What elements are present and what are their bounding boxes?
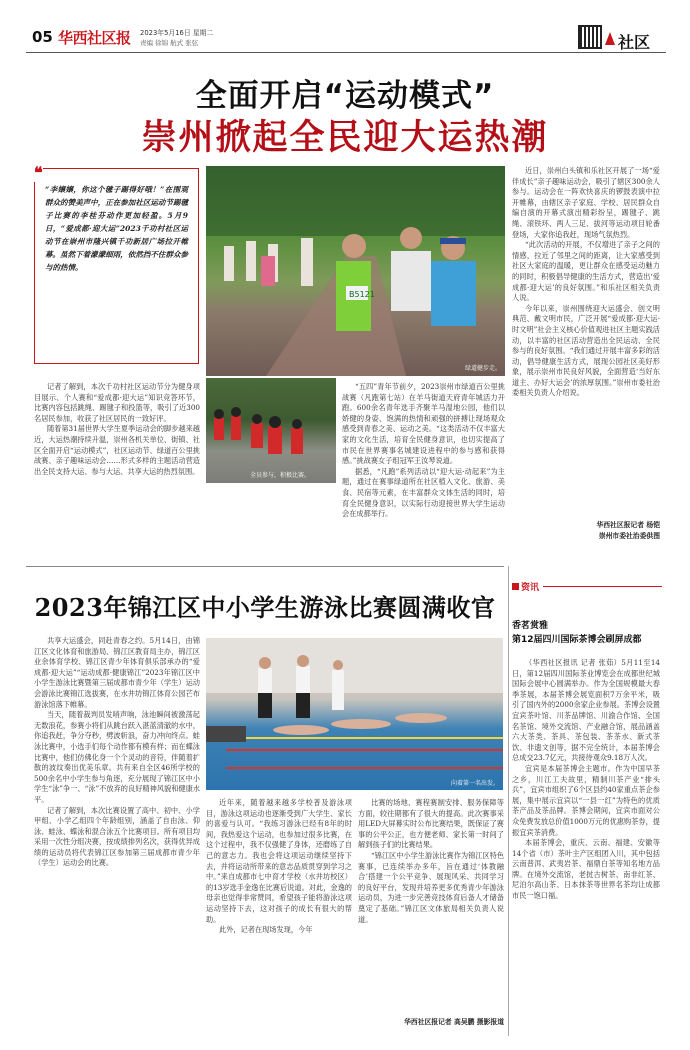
running-photo: [206, 166, 505, 376]
article2-column-1: [34, 636, 200, 1034]
qr-code-icon: [578, 25, 602, 49]
header-rule: [26, 52, 666, 53]
article1-col3-para-1: 近日，崇州白头镇和乐社区开展了一场“爱伴成长”亲子趣味运动会，吸引了辖区300余人参与。运动会在一阵欢快喜庆的锣鼓表演中拉开帷幕，由辖区亲子家庭、学校、居民群众自编自演的开幕式演出精彩纷呈，踢毽子、跳绳、滚铁环、两人三足、拔河等运动项目轮番登场，大家你追我赶，现场气氛热烈。: [512, 166, 660, 239]
sidebar-label: [512, 580, 543, 593]
article2-col3-para-2: “锦江区中小学生游泳比赛作为锦江区特色赛事，已连续举办多年，旨在通过‘体教融合’搭建一个公平竞争、展现风采、共同学习的良好平台，发现并培养更多优秀青少年游泳运动员，为进一步完善竞技体育后备人才储备奠定了基础。”锦江区文体旅局相关负责人说道。: [358, 850, 504, 924]
newspaper-logo-icon: [604, 30, 616, 46]
kids-photo-caption: 全员参与，积极比赛。: [250, 472, 311, 479]
race-bib-number: B5121: [349, 290, 375, 299]
sidebar-para-2: 宜宾是本届茶博会主题市。作为中国早茶之乡，川江工夫故里，精制川茶产业“排头兵”，宜宾市组织了6个区县约40家重点茶企参展，集中展示宜宾以“一县一红”为特色的优质茶产品及茶品牌。茶博会期间，宜宾市面对公众免费发放总价值1000万元的优惠购茶券，提振宜宾茶消费。: [512, 763, 660, 837]
article2-col1-para-3: 记者了解到，本次比赛设置了高中、初中、小学甲组、小学乙组四个年龄组别，涵盖了自由泳、仰泳、蛙泳、蝶泳和混合泳五个比赛项目。所有项目均采用一次性分组决赛，按成绩排列名次，获得优异成绩的运动员将代表锦江区参加第三届成都市青少年（学生）运动会的比赛。: [34, 805, 200, 868]
article1-kicker: 全面开启“运动模式”: [195, 78, 495, 114]
editor-line: 责编 徐锦 航式 张弦: [140, 39, 199, 47]
article2-col3-para-1: 比赛的场地、赛程赛制安排、服务保障等方面，较往期都有了很大的提高。此次赛事采用LED大屏幕实时公布比赛结果，既保证了赛事的公平公正，也方便老师、家长第一时间了解到孩子们的比赛结果。: [358, 798, 504, 850]
article1-col3-para-2: “此次活动的开展，不仅增进了亲子之间的情感，拉近了邻里之间的距离，让大家感受到社区大家庭的温暖，更让群众在感受运动魅力的同时，积极倡导健康的生活方式，营造出‘爱成都·迎大运’的良好氛围。”和乐社区相关负责人说。: [512, 240, 660, 303]
article2-col2-para-2: 此外，记者在现场发现，今年: [218, 925, 313, 935]
article1-column-1: [34, 382, 200, 558]
article2-col1-para-2: 当天，随着裁判员发哨声响，泳池瞬间被激荡起无数浪花，参赛小将们从跳台跃入湛蓝清澈的水中，你追我赶，争分夺秒，劈波斩浪，奋力冲向终点。蛙泳比赛中，小选手们每个动作都有模有样；而在蝶泳比赛中，他们仿佛化身一个个灵动的音符，伴随着扩散的波纹奏出优美乐章。共有来自全区46所学校的500余名中小学生参与角逐，充分展现了锦江区中小学生“泳”争一、“泳”不放弃的良好精神风貌和健康水平。: [34, 710, 200, 804]
page-header: [0, 0, 690, 62]
article1-headline: 崇州掀起全民迎大运热潮: [141, 117, 549, 158]
article2-byline: 华西社区报记者 高吴鹏 摄影报道: [404, 1018, 504, 1026]
article1-col3-para-3: 今年以来，崇州围绕迎大运盛会、创文明典范、戴文明市民，广泛开展“爱成都·迎大运·时文明”社会主义核心价值观进社区主题实践活动，以丰富的社区活动营造出全民运动、全民参与的良好氛围。“我们通过开展丰富多彩的活动，倡导健康生活方式，展现公园社区美好形象，展示崇州市民良好风貌，全面营造‘当好东道主、办好大运会’的浓厚氛围。”崇州市委社治委相关负责人介绍说。: [512, 303, 660, 398]
lead-quote-box: [34, 163, 199, 364]
swimming-photo-caption: 向着第一名出发。: [450, 780, 499, 787]
article1-col2-para-2: 据悉，“凡跑”系列活动以“迎大运·动起来”为主题，通过在赛事绿道所在社区植入文化、旅游、美食、民宿等元素，在丰富群众文体生活的同时，培育全民健身意识，以实际行动迎接世界大学生运动会在成都举行。: [342, 466, 505, 519]
sidebar-vertical-rule: [508, 566, 509, 1036]
article2-headline: 2023年锦江区中小学生游泳比赛圆满收官: [34, 593, 496, 622]
sidebar-kicker: 香茗赏雅: [512, 621, 549, 631]
kids-activity-photo: [206, 378, 336, 483]
sidebar-square-icon: [512, 583, 519, 590]
section-title: 社区: [618, 33, 651, 52]
article1-byline-photo: 崇州市委社治委供图: [598, 532, 660, 540]
article2-column-3: [358, 798, 504, 1008]
article-divider: [26, 566, 504, 567]
sidebar-title: 第12届四川国际茶博会刷屏成都: [512, 635, 642, 645]
article1-column-2: [342, 382, 505, 558]
date-line: 2023年5月16日 星期二: [140, 29, 214, 37]
sidebar-body: [512, 658, 660, 1034]
sidebar: [512, 580, 662, 1036]
running-photo-art: [206, 166, 505, 376]
sidebar-label-text: 资讯: [521, 583, 540, 593]
article2-column-2: [206, 798, 352, 1034]
article1-col1-para-2: 随着第31届世界大学生夏季运动会的脚步越来越近，大运热潮持续升温，崇州各机关单位、街镇、社区全面开启“运动模式”，社区运动节、绿道百公里挑战赛、亲子趣味运动会……形式多样的主题活动营造出全民支持大运、参与大运、共享大运的热烈氛围。: [34, 424, 200, 476]
article1-column-3: [512, 166, 660, 511]
sidebar-para-1: （华西社区报讯 记者 张茹）5月11至14日，第12届四川国际茶业博览会在成都世纪城国际会展中心圆满举办。作为全国规模最大春季茶展，本届茶博会展览面积7万余平米，吸引了国内外的2000余家企业参展。茶博会设置宜宾茶叶馆、川茶品牌馆、川渝合作馆、全国名茶馆、境外交流馆、产业融合馆，展品涵盖六大茶类、茶具、茶包装、茶茶水、新式茶饮、非遗文创等，据不完全统计，本届茶博会总成交23.7亿元，共接待观众9.18万人次。: [512, 658, 660, 763]
brand-logo: 华西社区报: [58, 29, 131, 47]
page-number: 05: [32, 28, 53, 46]
article2-col1-para-1: 共享大运盛会，同赴青春之约。5月14日，由锦江区文化体育和旅游局、锦江区教育局主办，锦江区业余体育学校、锦江区青少年体育俱乐部承办的“爱成都·迎大运”“运动成都·健康锦江”2023年锦江区中小学生游泳比赛暨第三届成都市青少年（学生）运动会游泳比赛锦江选拔赛，在水井坊锦江体育公园芒布游泳馆落下帷幕。: [34, 636, 200, 709]
swimming-photo: [206, 638, 503, 790]
sidebar-para-3: 本届茶博会，重庆、云南、福建、安徽等14个省（市）茶叶主产区组团入川，其中包括云南普洱、武夷岩茶、福鼎白茶等知名地方品牌。在境外交流馆，老挝古树茶、南非红茶、尼泊尔高山茶、日本抹茶等世界名茶均让成都市民一饱口福。: [512, 838, 660, 901]
article2-col2-para-1: 近年来，随着越来越多学校普及游泳项目，游泳这项运动也逐渐受到广大学生、家长的喜爱与认可。“我练习游泳已经有8年的时间，我热爱这个运动，也参加过很多比赛，在这个过程中，我不仅强健了身体，还磨练了自己的意志力。我也会将这项运动继续坚持下去，并将运动所带来的意志品质贯穿到学习之中。”来自成都市七中育才学校（水井坊校区）的13岁选手金逸在比赛后说道。对此，金逸的母亲也觉得非常赞同，希望孩子能将游泳这项运动坚持下去，这对孩子的成长有很大的帮助。: [206, 798, 352, 924]
article1-byline: [512, 520, 660, 542]
article1-col2-para-1: “五四”青年节前夕，2023崇州市绿道百公里挑战赛（凡跑第七站）在羊马街道天府青年城活力开跑。600余名青年选手齐聚羊马湿地公园，他们以娇健的身姿、饱满的热情和顽强的拼搏让现场观众感受到青春之美、运动之美。“这类活动不仅丰富大家的文化生活，培育全民健身意识，也切实提高了市民在世界赛事名城建设进程中的参与感和获得感。”挑战赛女子组冠军王汝琴说道。: [342, 382, 505, 466]
quote-mark-icon: ❝: [34, 163, 43, 182]
lead-quote-text: “李嬢嬢，你这个毽子踢得好哦！”在围观群众的赞美声中，正在参加社区运动节踢毽子比赛的李桂芬动作更加轻盈。5月9日，“爱成都·迎大运”2023千功村社区运动节在崇州市隆兴镇千功新居广场拉开帷幕。虽然下着濛濛细雨，依然挡不住群众参与的热情。: [45, 185, 188, 272]
running-photo-caption: 绿道健步走。: [464, 365, 501, 372]
article1-byline-reporter: 华西社区报记者 杨铠: [596, 521, 660, 529]
article1-col1-para-1: 记者了解到，本次千功村社区运动节分为健身项目展示、个人赛和“爱成都·迎大运”知识竞答环节，比赛内容包括跳绳、踢毽子和投篮等，吸引了近300名居民参加，收获了社区居民的一致好评。: [34, 382, 200, 423]
